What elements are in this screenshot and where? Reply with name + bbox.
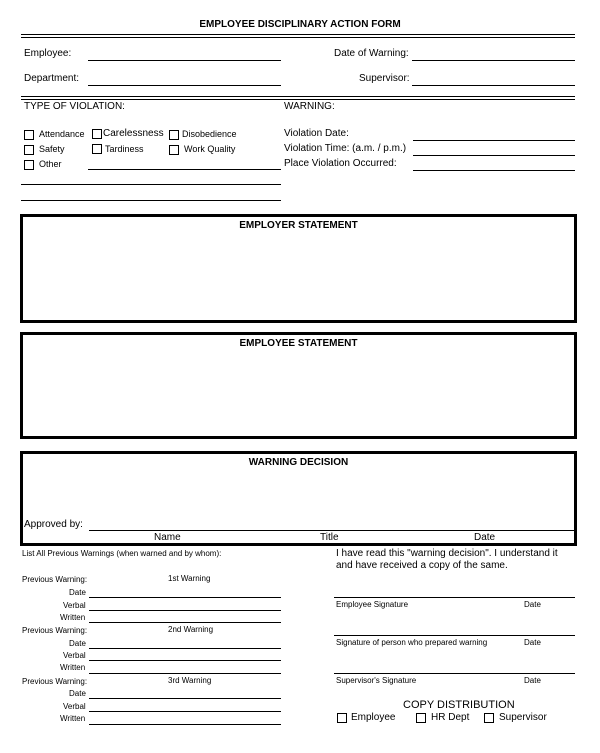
second-warning-label: 2nd Warning xyxy=(168,625,214,634)
previous-warning-label: Previous Warning: xyxy=(22,677,88,686)
supervisor-signature-field[interactable] xyxy=(334,673,575,674)
attendance-label: Attendance xyxy=(39,129,85,139)
warning-decision-box[interactable] xyxy=(20,451,577,546)
work-quality-label: Work Quality xyxy=(184,144,236,154)
date-of-warning-field[interactable] xyxy=(412,60,575,61)
violation-date-label: Violation Date: xyxy=(284,128,349,139)
first-written-field[interactable] xyxy=(89,622,281,623)
third-date-label: Date xyxy=(69,689,86,698)
employee-signature-field[interactable] xyxy=(334,597,575,598)
copy-supervisor-checkbox[interactable] xyxy=(484,713,494,723)
copy-hr-dept-checkbox[interactable] xyxy=(416,713,426,723)
other-checkbox[interactable] xyxy=(24,160,34,170)
disobedience-checkbox[interactable] xyxy=(169,130,179,140)
work-quality-checkbox[interactable] xyxy=(169,145,179,155)
first-verbal-label: Verbal xyxy=(63,601,86,610)
other-extra-line-1[interactable] xyxy=(21,184,281,185)
supervisor-field[interactable] xyxy=(412,85,575,86)
previous-warning-label: Previous Warning: xyxy=(22,575,88,584)
tardiness-checkbox[interactable] xyxy=(92,144,102,154)
other-label: Other xyxy=(39,159,62,169)
previous-warning-label: Previous Warning: xyxy=(22,626,88,635)
violation-time-field[interactable] xyxy=(413,155,575,156)
third-date-field[interactable] xyxy=(89,698,281,699)
third-verbal-field[interactable] xyxy=(89,711,281,712)
violation-date-field[interactable] xyxy=(413,140,575,141)
third-written-label: Written xyxy=(60,714,86,723)
second-written-field[interactable] xyxy=(89,673,281,674)
third-verbal-label: Verbal xyxy=(63,702,86,711)
date-column-label: Date xyxy=(474,532,496,543)
supervisor-signature-date-label: Date xyxy=(524,676,541,685)
department-label: Department: xyxy=(24,73,80,84)
supervisor-label: Supervisor: xyxy=(359,73,410,84)
title-rule-top xyxy=(21,34,575,35)
first-verbal-field[interactable] xyxy=(89,610,281,611)
preparer-signature-field[interactable] xyxy=(334,635,575,636)
preparer-signature-date-label: Date xyxy=(524,638,541,647)
copy-hr-dept-label: HR Dept xyxy=(431,712,470,723)
warning-heading: WARNING: xyxy=(284,101,335,112)
title-rule-bottom xyxy=(21,37,575,38)
other-field[interactable] xyxy=(88,169,281,170)
other-extra-line-2[interactable] xyxy=(21,200,281,201)
form-title: EMPLOYEE DISCIPLINARY ACTION FORM xyxy=(199,19,401,30)
section-rule-top xyxy=(21,96,575,97)
first-written-label: Written xyxy=(60,613,86,622)
approved-by-field[interactable] xyxy=(89,530,577,531)
warning-decision-heading: WARNING DECISION xyxy=(248,457,349,468)
place-violation-label: Place Violation Occurred: xyxy=(284,158,397,169)
second-verbal-label: Verbal xyxy=(63,651,86,660)
place-violation-field[interactable] xyxy=(413,170,575,171)
second-date-label: Date xyxy=(69,639,86,648)
previous-warnings-heading: List All Previous Warnings (when warned and by whom): xyxy=(22,549,222,558)
second-verbal-field[interactable] xyxy=(89,660,281,661)
employer-statement-heading: EMPLOYER STATEMENT xyxy=(239,220,358,231)
second-date-field[interactable] xyxy=(89,648,281,649)
employee-signature-label: Employee Signature xyxy=(336,600,409,609)
third-written-field[interactable] xyxy=(89,724,281,725)
violation-time-label: Violation Time: (a.m. / p.m.) xyxy=(284,143,407,154)
department-field[interactable] xyxy=(88,85,281,86)
name-column-label: Name xyxy=(154,532,181,543)
date-of-warning-label: Date of Warning: xyxy=(334,48,409,59)
approved-by-label: Approved by: xyxy=(24,519,83,530)
acknowledgement-line-2: and have received a copy of the same. xyxy=(336,560,508,571)
employee-label: Employee: xyxy=(24,48,72,59)
copy-distribution-heading: COPY DISTRIBUTION xyxy=(403,699,515,711)
supervisor-signature-label: Supervisor's Signature xyxy=(336,676,417,685)
copy-employee-checkbox[interactable] xyxy=(337,713,347,723)
employee-statement-box[interactable] xyxy=(20,332,577,439)
tardiness-label: Tardiness xyxy=(105,144,144,154)
copy-employee-label: Employee xyxy=(351,712,396,723)
section-rule-bottom xyxy=(21,99,575,100)
employee-statement-heading: EMPLOYEE STATEMENT xyxy=(239,338,358,349)
title-column-label: Title xyxy=(320,532,339,543)
type-of-violation-heading: TYPE OF VIOLATION: xyxy=(24,101,125,112)
attendance-checkbox[interactable] xyxy=(24,130,34,140)
employer-statement-box[interactable] xyxy=(20,214,577,323)
second-written-label: Written xyxy=(60,663,86,672)
employee-signature-date-label: Date xyxy=(524,600,541,609)
employee-field[interactable] xyxy=(88,60,281,61)
first-warning-label: 1st Warning xyxy=(168,574,211,583)
preparer-signature-label: Signature of person who prepared warning xyxy=(336,638,488,647)
first-date-label: Date xyxy=(69,588,86,597)
acknowledgement-line-1: I have read this "warning decision". I understand it xyxy=(336,548,558,559)
carelessness-checkbox[interactable] xyxy=(92,129,102,139)
safety-checkbox[interactable] xyxy=(24,145,34,155)
disobedience-label: Disobedience xyxy=(182,129,237,139)
copy-supervisor-label: Supervisor xyxy=(499,712,547,723)
carelessness-label: Carelessness xyxy=(103,128,164,139)
third-warning-label: 3rd Warning xyxy=(168,676,212,685)
first-date-field[interactable] xyxy=(89,597,281,598)
safety-label: Safety xyxy=(39,144,65,154)
